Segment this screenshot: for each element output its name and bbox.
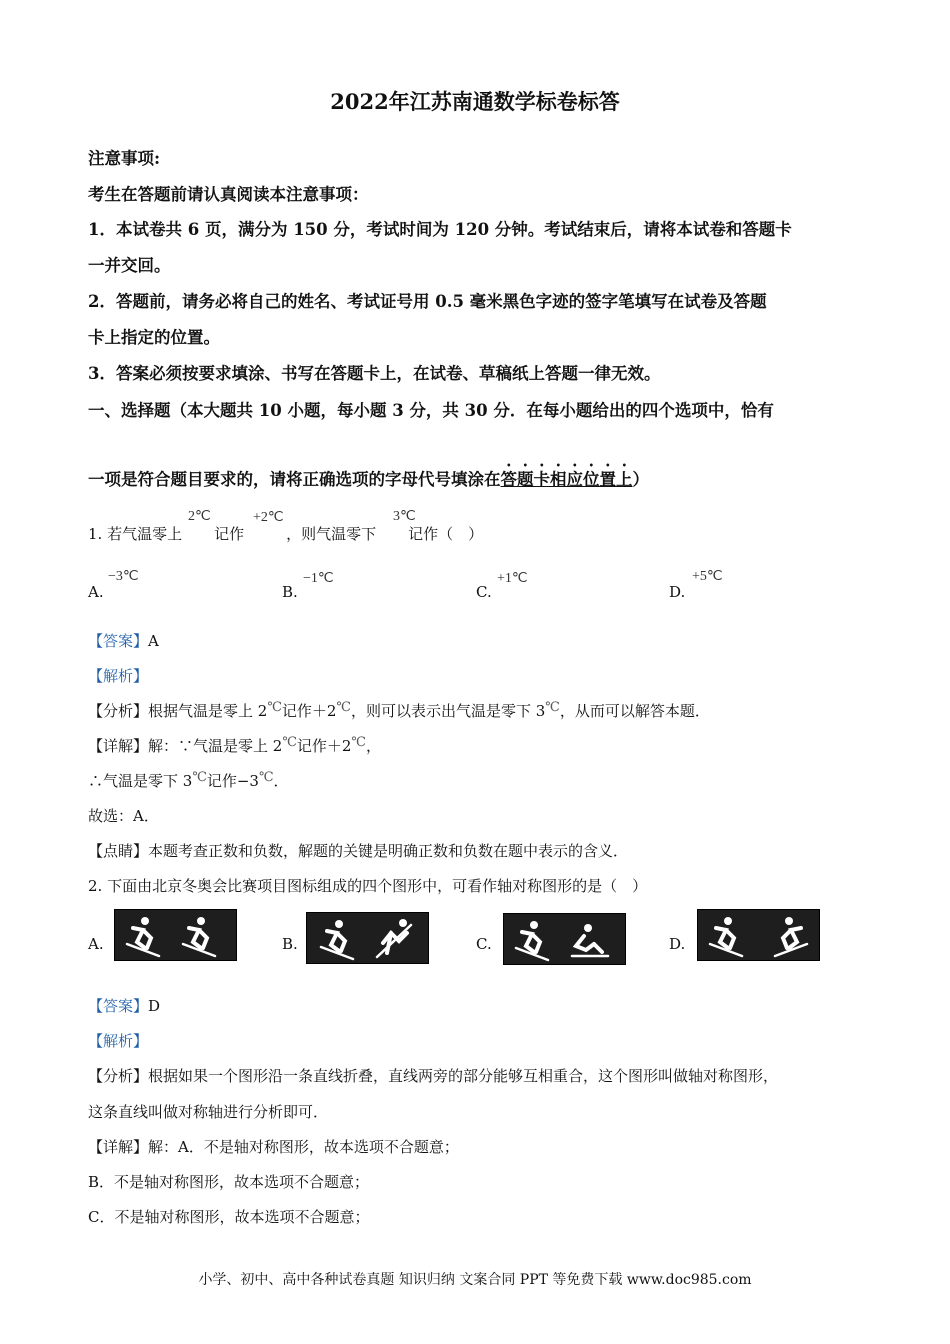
skier-icon	[307, 913, 428, 963]
option-b-value: −1℃	[303, 571, 334, 586]
text-part: 根据如果一个图形沿一条直线折叠，直线两旁的部分能够互相重合，这个图形叫做轴对称图形，	[148, 1067, 779, 1085]
q2-option-a-letter: A.	[88, 935, 104, 953]
stem-part: 记作	[214, 525, 245, 543]
unit: ℃	[336, 700, 351, 715]
text-part: 解：A．不是轴对称图形，故本选项不合题意；	[148, 1138, 459, 1156]
q2-xiangjie	[88, 1136, 459, 1157]
text-part: ，则可以表示出气温是零下 3	[350, 702, 546, 720]
option-b-pictogram	[306, 912, 429, 964]
option-c-letter: C.	[476, 583, 492, 601]
text-part: ，从而可以解答本题．	[559, 702, 710, 720]
text-part: 记作＋2	[281, 702, 337, 720]
unit: ℃	[282, 735, 297, 750]
section-heading: 一、选择题（本大题共 10 小题，每小题 3 分，共 30 分．在每小题给出的四个选项中，恰有	[88, 401, 774, 420]
text-part: ．	[273, 772, 289, 790]
q1-dianjing	[88, 840, 628, 861]
q1-choose: 故选：A．	[88, 807, 159, 825]
unit: ℃	[545, 700, 560, 715]
q1-answer	[88, 630, 159, 651]
option-b-letter: B.	[282, 583, 298, 601]
q1-fenxi	[88, 700, 710, 721]
text-part: 解：∵气温是零上 2	[148, 737, 283, 755]
unit: ℃	[351, 735, 366, 750]
notice-item-2-cont: 卡上指定的位置。	[88, 328, 220, 347]
skier-icon	[115, 910, 236, 960]
notice-item-3: 3．答案必须按要求填涂、书写在答题卡上，在试卷、草稿纸上答题一律无效。	[88, 364, 661, 383]
option-a-letter: A.	[88, 583, 104, 601]
page-title: 2022年江苏南通数学标卷标答	[330, 89, 620, 114]
q2-option-c-letter: C.	[476, 935, 492, 953]
unit: ℃	[267, 700, 282, 715]
dianjing-tag: 【点睛】	[88, 842, 149, 860]
stem-part: 记作（ ）	[408, 525, 484, 543]
q1-analysis-tag: 【解析】	[88, 667, 149, 685]
q2-answer	[88, 995, 160, 1016]
question-1-stem	[88, 523, 483, 544]
option-d-pictogram	[697, 909, 820, 961]
q2-line-b: B．不是轴对称图形，故本选项不合题意；	[88, 1173, 370, 1191]
option-d-letter: D.	[669, 583, 686, 601]
math-plus-2c: +2℃	[253, 510, 284, 525]
section-text: 一项是符合题目要求的，请将正确选项的字母代号填涂在	[88, 470, 501, 489]
q2-option-b-letter: B.	[282, 935, 298, 953]
notice-heading: 注意事项:	[88, 149, 161, 168]
question-2-stem: 2. 下面由北京冬奥会比赛项目图标组成的四个图形中，可看作轴对称图形的是（ ）	[88, 877, 648, 895]
notice-item-1-cont: 一并交回。	[88, 256, 171, 275]
q2-fenxi	[88, 1065, 778, 1086]
answer-tag: 【答案】	[88, 632, 149, 650]
fenxi-tag: 【分析】	[88, 1067, 149, 1085]
answer-value: D	[148, 997, 161, 1015]
q1-therefore	[88, 770, 289, 791]
unit: ℃	[258, 770, 274, 785]
option-c-value: +1℃	[497, 571, 528, 586]
text-part: 记作−3	[206, 772, 259, 790]
unit: ℃	[192, 770, 207, 785]
text-part: 根据气温是零上 2	[148, 702, 268, 720]
text-part: ，	[365, 737, 381, 755]
xiangjie-tag: 【详解】	[88, 1138, 149, 1156]
section-text-end: ）	[632, 470, 649, 489]
text-part: ∴气温是零下 3	[88, 772, 193, 790]
q2-analysis-tag: 【解析】	[88, 1032, 149, 1050]
skier-icon	[504, 914, 625, 964]
q2-fenxi-cont: 这条直线叫做对称轴进行分析即可．	[88, 1103, 329, 1121]
answer-tag: 【答案】	[88, 997, 149, 1015]
section-heading-cont	[88, 460, 649, 490]
option-a-pictogram	[114, 909, 237, 961]
text-part: 本题考查正数和负数，解题的关键是明确正数和负数在题中表示的含义．	[148, 842, 629, 860]
xiangjie-tag: 【详解】	[88, 737, 149, 755]
q2-option-d-letter: D.	[669, 935, 686, 953]
notice-item-2: 2．答题前，请务必将自己的姓名、考试证号用 0.5 毫米黑色字迹的签字笔填写在试卷及答题	[88, 292, 767, 311]
fenxi-tag: 【分析】	[88, 702, 149, 720]
stem-part: 1. 若气温零上	[88, 525, 183, 543]
notice-intro: 考生在答题前请认真阅读本注意事项：	[88, 185, 369, 204]
math-3c: 3℃	[393, 509, 416, 524]
q2-line-c: C．不是轴对称图形，故本选项不合题意；	[88, 1208, 370, 1226]
skier-icon	[698, 910, 819, 960]
emphasis-text: 答题卡相应位置上	[500, 470, 633, 489]
text-part: 记作＋2	[296, 737, 352, 755]
notice-item-1: 1．本试卷共 6 页，满分为 150 分，考试时间为 120 分钟。考试结束后，请将本试卷和答题卡	[88, 220, 792, 239]
answer-value: A	[148, 632, 159, 650]
option-d-value: +5℃	[692, 569, 723, 584]
option-a-value: −3℃	[108, 569, 139, 584]
page-footer: 小学、初中、高中各种试卷真题 知识归纳 文案合同 PPT 等免费下载 www.doc985.com	[198, 1272, 752, 1288]
stem-part: ，则气温零下	[286, 525, 377, 543]
q1-xiangjie	[88, 735, 381, 756]
option-c-pictogram	[503, 913, 626, 965]
math-2c: 2℃	[188, 509, 211, 524]
